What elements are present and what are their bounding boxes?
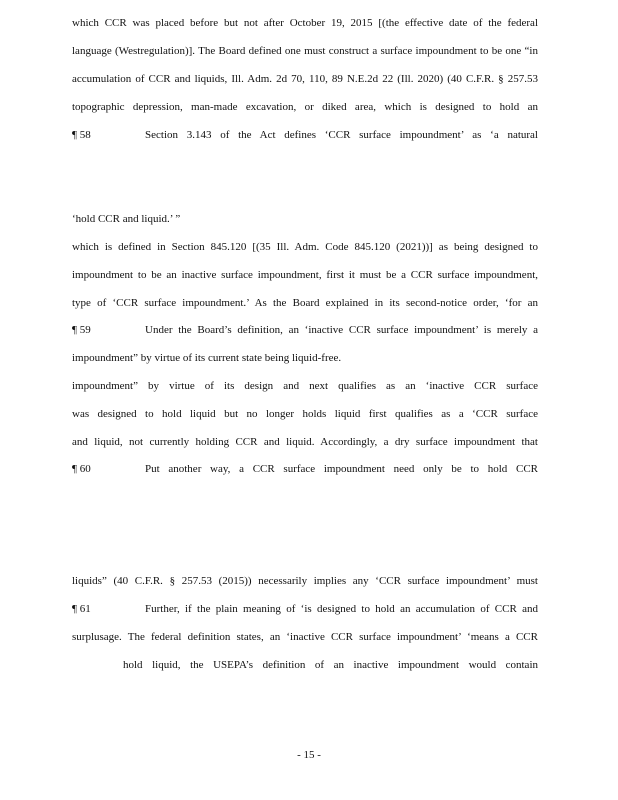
paragraph-text: Further, if the plain meaning of ‘is designed to hold an accumulation of CCR and bbox=[145, 603, 538, 615]
text-line: surplusage. The federal definition states, an ‘inactive CCR surface impoundment’ ‘means a CCR bbox=[72, 631, 538, 643]
paragraph-number: ¶ 60 bbox=[72, 463, 91, 475]
text-line: hold liquid, the USEPA’s definition of an inactive impoundment would contain bbox=[123, 659, 538, 671]
text-line: topographic depression, man-made excavation, or diked area, which is designed to hold an bbox=[72, 101, 538, 113]
text-line: accumulation of CCR and liquids, Ill. Adm. 2d 70, 110, 89 N.E.2d 22 (Ill. 2020) (40 C.F.R. § 257.53 bbox=[72, 73, 538, 85]
text-line: which CCR was placed before but not after October 19, 2015 [(the effective date of the federal bbox=[72, 17, 538, 29]
text-line: ‘hold CCR and liquid.’ ” bbox=[72, 213, 181, 225]
text-line: language (Westregulation)]. The Board defined one must construct a surface impoundment to be one “in bbox=[72, 45, 538, 57]
paragraph-number: ¶ 59 bbox=[72, 324, 91, 336]
paragraph-text: Under the Board’s definition, an ‘inactive CCR surface impoundment’ is merely a bbox=[145, 324, 538, 336]
text-line: was designed to hold liquid but no longer holds liquid first qualifies as a ‘CCR surface bbox=[72, 408, 538, 420]
paragraph-text: Section 3.143 of the Act defines ‘CCR surface impoundment’ as ‘a natural bbox=[145, 129, 538, 141]
text-line: impoundment” by virtue of its current state being liquid-free. bbox=[72, 352, 342, 364]
text-line: type of ‘CCR surface impoundment.’ As the Board explained in its second-notice order, ‘for an bbox=[72, 297, 538, 309]
text-line: which is defined in Section 845.120 [(35 Ill. Adm. Code 845.120 (2021))] as being designed to bbox=[72, 241, 538, 253]
page-number: - 15 - bbox=[297, 749, 321, 761]
paragraph-number: ¶ 61 bbox=[72, 603, 91, 615]
text-line: impoundment” by virtue of its design and next qualifies as an ‘inactive CCR surface bbox=[72, 380, 538, 392]
text-line: and liquid, not currently holding CCR and liquid. Accordingly, a dry surface impoundment that bbox=[72, 436, 538, 448]
text-line: impoundment to be an inactive surface impoundment, first it must be a CCR surface impoundment, bbox=[72, 269, 538, 281]
paragraph-number: ¶ 58 bbox=[72, 129, 91, 141]
text-line: liquids” (40 C.F.R. § 257.53 (2015)) necessarily implies any ‘CCR surface impoundment’ must bbox=[72, 575, 538, 587]
paragraph-text: Put another way, a CCR surface impoundment need only be to hold CCR bbox=[145, 463, 538, 475]
